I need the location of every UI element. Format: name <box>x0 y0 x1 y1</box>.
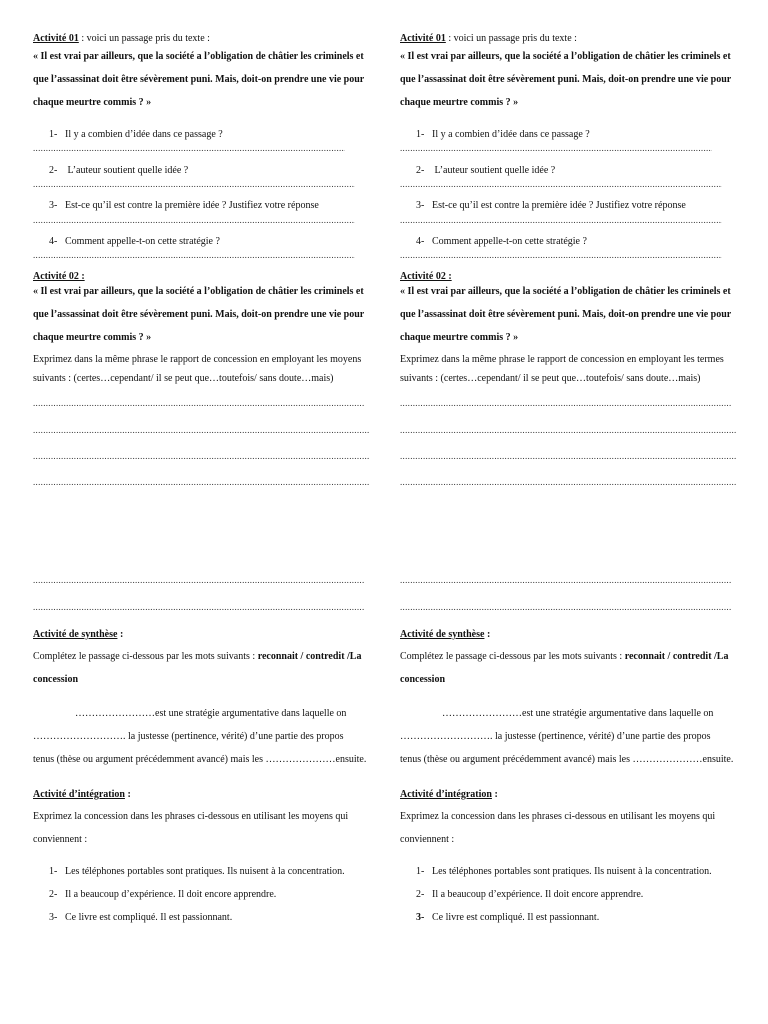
integration-item-1: 1- Les téléphones portables sont pratiques. Ils nuisent à la concentration. <box>49 866 345 877</box>
answer-line[interactable] <box>33 575 365 585</box>
activity-02-quote-1: « Il est vrai par ailleurs, que la société a l’obligation de châtier les criminels et <box>400 286 731 297</box>
integration-title: Activité d’intégration <box>33 789 125 800</box>
question-1: 1- Il y a combien d’idée dans ce passage ? <box>416 129 590 140</box>
synthesis-line-2: ………………………. la justesse (pertinence, vérité) d’une partie des propos <box>400 731 711 742</box>
synthesis-line-3: tenus (thèse ou argument précédemment avancé) mais les …………………ensuite. <box>33 754 367 765</box>
synthesis-words-2: concession <box>400 674 445 685</box>
answer-line[interactable] <box>33 179 355 189</box>
answer-line[interactable] <box>33 398 365 408</box>
activity-01-title: Activité 01 <box>33 33 79 44</box>
question-4: 4- Comment appelle-t-on cette stratégie ? <box>49 236 220 247</box>
answer-line[interactable] <box>33 477 369 487</box>
question-2: 2- L’auteur soutient quelle idée ? <box>416 165 556 176</box>
answer-line[interactable] <box>33 143 345 153</box>
activity-01-title: Activité 01 <box>400 33 446 44</box>
answer-line[interactable] <box>400 575 732 585</box>
activity-01-intro: : voici un passage pris du texte : <box>445 33 577 44</box>
synthesis-words: reconnait / contredit /La <box>624 651 729 662</box>
answer-line[interactable] <box>33 451 369 461</box>
integration-item-2: 2- Il a beaucoup d’expérience. Il doit encore apprendre. <box>416 889 644 900</box>
blank[interactable]: ………………………. <box>400 731 495 742</box>
answer-line[interactable] <box>400 179 722 189</box>
synthesis-line-1: ……………………est une stratégie argumentative dans laquelle on <box>75 708 347 719</box>
integration-item-3: 3- Ce livre est compliqué. Il est passionnant. <box>49 912 233 923</box>
synthesis-heading: Activité de synthèse : <box>33 629 124 640</box>
answer-line[interactable] <box>33 250 355 260</box>
integration-item-2: 2- Il a beaucoup d’expérience. Il doit encore apprendre. <box>49 889 277 900</box>
answer-line[interactable] <box>33 602 365 612</box>
answer-line[interactable] <box>400 398 732 408</box>
quote-line-3: chaque meurtre commis ? » <box>33 97 152 108</box>
quote-line-1: « Il est vrai par ailleurs, que la société a l’obligation de châtier les criminels et <box>400 51 731 62</box>
activity-02-quote-3: chaque meurtre commis ? » <box>33 332 152 343</box>
answer-line[interactable] <box>400 602 732 612</box>
activity-02-instruction-2: suivants : (certes…cependant/ il se peut que…toutefois/ sans doute…mais) <box>33 373 334 384</box>
answer-line[interactable] <box>400 477 736 487</box>
question-3: 3- Est-ce qu’il est contre la première idée ? Justifiez votre réponse <box>49 200 319 211</box>
question-2: 2- L’auteur soutient quelle idée ? <box>49 165 189 176</box>
synthesis-instruction: Complétez le passage ci-dessous par les mots suivants : reconnait / contredit /La <box>33 651 362 662</box>
synthesis-line-3: tenus (thèse ou argument précédemment avancé) mais les …………………ensuite. <box>400 754 734 765</box>
activity-02-instruction-1: Exprimez dans la même phrase le rapport de concession en employant les termes <box>400 354 724 365</box>
integration-heading: Activité d’intégration : <box>33 789 131 800</box>
activity-02-instruction-1: Exprimez dans la même phrase le rapport de concession en employant les moyens <box>33 354 362 365</box>
integration-instruction-2: conviennent : <box>33 834 88 845</box>
answer-line[interactable] <box>400 143 712 153</box>
synthesis-line-2: ………………………. la justesse (pertinence, vérité) d’une partie des propos <box>33 731 344 742</box>
answer-line[interactable] <box>400 215 722 225</box>
answer-line[interactable] <box>400 425 736 435</box>
quote-line-3: chaque meurtre commis ? » <box>400 97 519 108</box>
quote-line-2: que l’assassinat doit être sévèrement puni. Mais, doit-on prendre une vie pour <box>33 74 365 85</box>
activity-01-heading <box>400 33 740 44</box>
activity-02-quote-2: que l’assassinat doit être sévèrement puni. Mais, doit-on prendre une vie pour <box>400 309 732 320</box>
activity-02-quote-2: que l’assassinat doit être sévèrement puni. Mais, doit-on prendre une vie pour <box>33 309 365 320</box>
answer-line[interactable] <box>33 215 355 225</box>
synthesis-title: Activité de synthèse <box>33 629 118 640</box>
activity-02-quote-1: « Il est vrai par ailleurs, que la société a l’obligation de châtier les criminels et <box>33 286 364 297</box>
integration-title: Activité d’intégration <box>400 789 492 800</box>
synthesis-words: reconnait / contredit /La <box>257 651 362 662</box>
synthesis-title: Activité de synthèse <box>400 629 485 640</box>
synthesis-instruction: Complétez le passage ci-dessous par les mots suivants : reconnait / contredit /La <box>400 651 729 662</box>
answer-line[interactable] <box>400 250 722 260</box>
question-4: 4- Comment appelle-t-on cette stratégie ? <box>416 236 587 247</box>
question-3: 3- Est-ce qu’il est contre la première idée ? Justifiez votre réponse <box>416 200 686 211</box>
activity-02-instruction-2: suivants : (certes…cependant/ il se peut que…toutefois/ sans doute…mais) <box>400 373 701 384</box>
blank[interactable]: …………………… <box>75 708 155 719</box>
integration-instruction-1: Exprimez la concession dans les phrases ci-dessous en utilisant les moyens qui <box>400 811 716 822</box>
integration-item-1: 1- Les téléphones portables sont pratiques. Ils nuisent à la concentration. <box>416 866 712 877</box>
activity-01-heading <box>33 33 373 44</box>
activity-02-title: Activité 02 : <box>33 271 85 282</box>
synthesis-heading: Activité de synthèse : <box>400 629 491 640</box>
integration-item-3: 3- Ce livre est compliqué. Il est passionnant. <box>416 912 600 923</box>
integration-instruction-2: conviennent : <box>400 834 455 845</box>
integration-heading: Activité d’intégration : <box>400 789 498 800</box>
activity-02-title: Activité 02 : <box>400 271 452 282</box>
integration-instruction-1: Exprimez la concession dans les phrases ci-dessous en utilisant les moyens qui <box>33 811 349 822</box>
quote-line-1: « Il est vrai par ailleurs, que la société a l’obligation de châtier les criminels et <box>33 51 364 62</box>
answer-line[interactable] <box>33 425 369 435</box>
question-1: 1- Il y a combien d’idée dans ce passage ? <box>49 129 223 140</box>
answer-line[interactable] <box>400 451 736 461</box>
activity-02-quote-3: chaque meurtre commis ? » <box>400 332 519 343</box>
activity-01-intro: : voici un passage pris du texte : <box>78 33 210 44</box>
synthesis-words-2: concession <box>33 674 78 685</box>
synthesis-line-1: ……………………est une stratégie argumentative dans laquelle on <box>442 708 714 719</box>
blank[interactable]: ………………………. <box>33 731 128 742</box>
blank[interactable]: …………………… <box>442 708 522 719</box>
quote-line-2: que l’assassinat doit être sévèrement puni. Mais, doit-on prendre une vie pour <box>400 74 732 85</box>
